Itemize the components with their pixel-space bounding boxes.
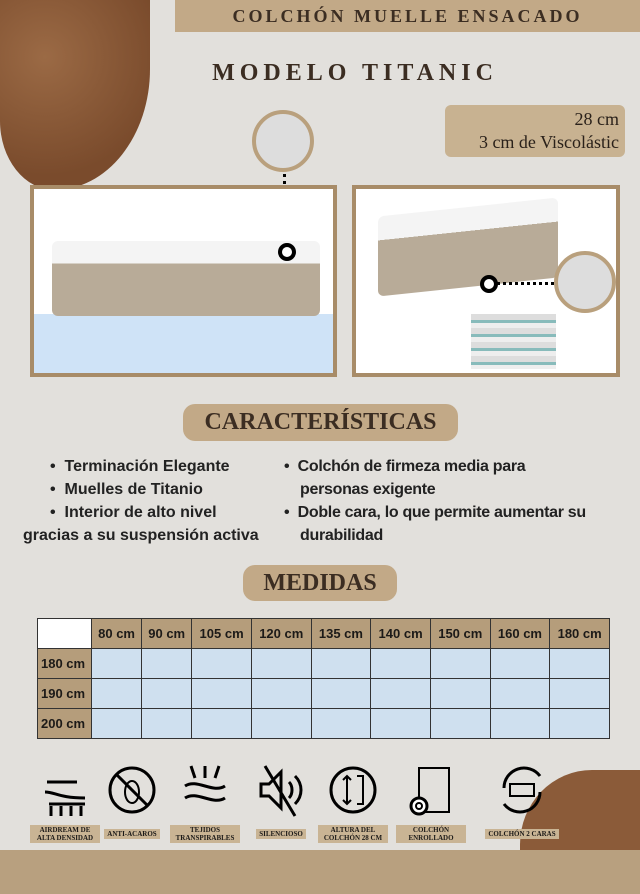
feature-icon-block: [30, 762, 100, 845]
sizes-table: [37, 618, 610, 739]
table-header-row: [38, 619, 610, 649]
detail-marker: [278, 243, 296, 261]
feature-item: Doble cara, lo que permite aumentar su: [297, 504, 586, 521]
size-cell: [311, 679, 371, 709]
size-cell: [550, 649, 610, 679]
rolled-icon: [405, 762, 457, 818]
width-header: 120 cm: [251, 619, 311, 649]
size-cell: [371, 679, 431, 709]
feature-icon-block: [246, 762, 316, 841]
mute-icon: [255, 762, 307, 818]
size-cell: [371, 649, 431, 679]
sizes-title: MEDIDAS: [243, 565, 397, 601]
icon-label: SILENCIOSO: [256, 829, 306, 839]
size-cell: [311, 709, 371, 739]
table-row: [38, 649, 610, 679]
footer-band: [0, 850, 640, 894]
size-cell: [142, 679, 192, 709]
size-cell: [142, 709, 192, 739]
features-left: • Terminación Elegante • Muelles de Titanio • Interior de alto nivel: [50, 458, 230, 521]
visco-text: 3 cm de Viscolástic: [478, 132, 619, 152]
layers-diagram: [471, 314, 556, 369]
length-header: 180 cm: [38, 649, 92, 679]
height-icon: [327, 762, 379, 818]
size-cell: [550, 709, 610, 739]
width-header: 180 cm: [550, 619, 610, 649]
width-header: 135 cm: [311, 619, 371, 649]
edge-detail-image: [554, 251, 616, 313]
features-title: CARACTERÍSTICAS: [183, 404, 458, 441]
icon-label: TEJIDOS TRANSPIRABLES: [170, 825, 240, 843]
size-cell: [92, 649, 142, 679]
fabric-detail-image: [252, 110, 314, 172]
width-header: 105 cm: [192, 619, 252, 649]
size-cell: [371, 709, 431, 739]
model-title: MODELO TITANIC: [212, 59, 498, 86]
breathable-fabric-icon: [179, 762, 231, 818]
size-cell: [192, 709, 252, 739]
width-header: 80 cm: [92, 619, 142, 649]
spec-box: [445, 105, 625, 157]
width-header: 150 cm: [430, 619, 490, 649]
feature-item-cont: personas exigente: [300, 481, 436, 498]
icon-label: ALTURA DEL COLCHÓN 28 CM: [318, 825, 388, 843]
width-header: 140 cm: [371, 619, 431, 649]
icon-label: AIRDREAM DE ALTA DENSIDAD: [30, 825, 100, 843]
two-sides-icon: [496, 762, 548, 818]
size-cell: [251, 679, 311, 709]
feature-item: Terminación Elegante: [64, 458, 230, 475]
height-text: 28 cm: [574, 109, 619, 129]
feature-item-cont: gracias a su suspensión activa: [23, 527, 259, 544]
mattress-photo-front: [30, 185, 337, 377]
size-cell: [192, 679, 252, 709]
length-header: 200 cm: [38, 709, 92, 739]
size-cell: [251, 709, 311, 739]
no-mite-icon: [106, 762, 158, 818]
size-cell: [251, 649, 311, 679]
feature-icon-block: [97, 762, 167, 841]
icon-label: COLCHÓN ENROLLADO: [396, 825, 466, 843]
length-header: 190 cm: [38, 679, 92, 709]
features-right: • Colchón de firmeza media para personas exigente • Doble cara, lo que permite aumentar su durabilidad: [284, 455, 634, 547]
size-cell: [490, 679, 550, 709]
feature-item: Colchón de firmeza media para: [297, 458, 526, 475]
icon-label: COLCHÓN 2 CARAS: [485, 829, 558, 839]
decorative-shape: [0, 0, 150, 190]
size-cell: [430, 679, 490, 709]
size-cell: [550, 679, 610, 709]
size-cell: [142, 649, 192, 679]
feature-item-cont: durabilidad: [300, 527, 383, 544]
width-header: 90 cm: [142, 619, 192, 649]
size-cell: [490, 649, 550, 679]
feature-item: Interior de alto nivel: [64, 504, 217, 521]
size-cell: [430, 709, 490, 739]
size-cell: [430, 649, 490, 679]
feature-icon-block: [318, 762, 388, 845]
corner-cell: [38, 619, 92, 649]
icon-label: ANTI-ACAROS: [104, 829, 159, 839]
size-cell: [192, 649, 252, 679]
table-row: [38, 679, 610, 709]
size-cell: [490, 709, 550, 739]
size-cell: [92, 679, 142, 709]
mattress-photo-angle: [352, 185, 620, 377]
feature-item: Muelles de Titanio: [64, 481, 203, 498]
width-header: 160 cm: [490, 619, 550, 649]
table-row: [38, 709, 610, 739]
feature-icon-block: [482, 762, 562, 841]
size-cell: [311, 649, 371, 679]
feature-icon-block: [396, 762, 466, 845]
feature-icon-block: [170, 762, 240, 845]
product-type-title: COLCHÓN MUELLE ENSACADO: [175, 0, 640, 32]
foam-icon: [39, 762, 91, 818]
size-cell: [92, 709, 142, 739]
